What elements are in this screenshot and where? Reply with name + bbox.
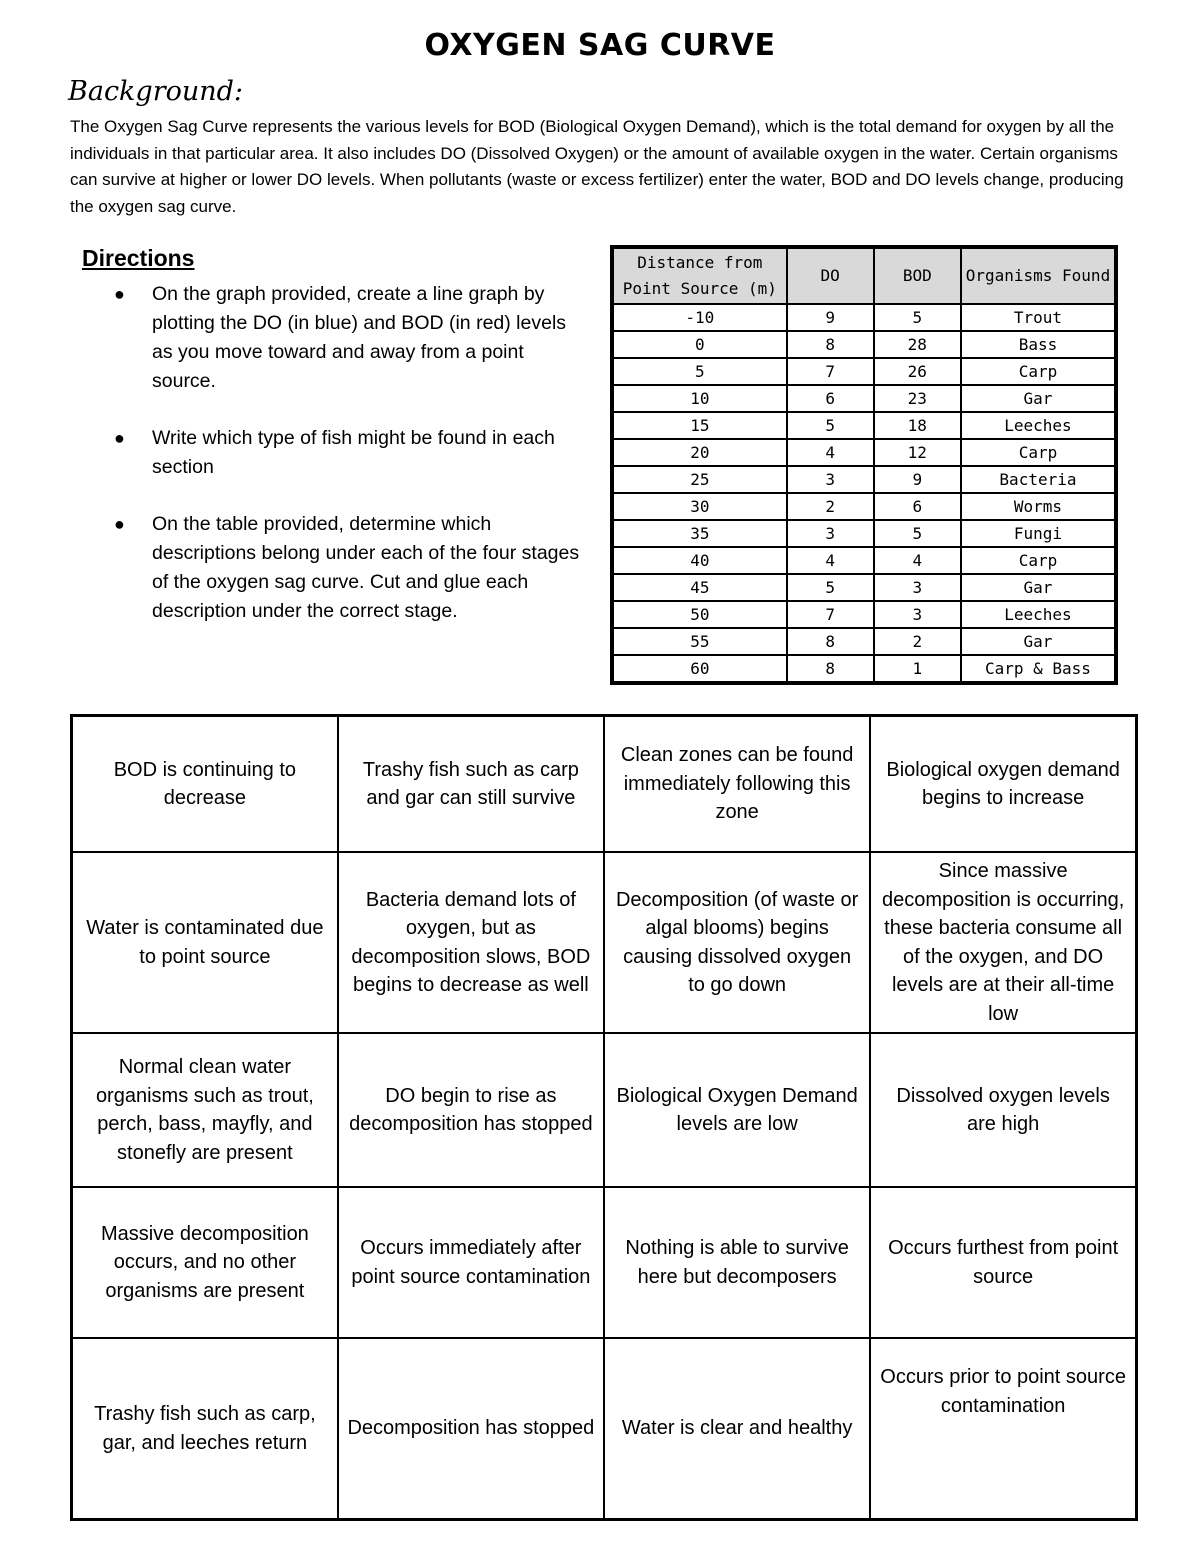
directions-item-text: Write which type of fish might be found in each section [152, 427, 555, 478]
cell-bod: 26 [874, 358, 961, 385]
cell-organisms: Gar [961, 574, 1116, 601]
cell-do: 4 [787, 439, 874, 466]
cell-bod: 23 [874, 385, 961, 412]
table-row [612, 358, 1116, 385]
cell-organisms: Carp [961, 547, 1116, 574]
cell-distance: 10 [612, 385, 787, 412]
header-bod: BOD [874, 247, 961, 304]
table-row [612, 304, 1116, 331]
card-row [72, 1033, 1137, 1187]
description-card[interactable]: Trashy fish such as carp, gar, and leeches return [72, 1338, 338, 1520]
data-table [610, 245, 1118, 685]
bullet-icon: ● [114, 428, 125, 448]
cell-do: 8 [787, 628, 874, 655]
cell-distance: 0 [612, 331, 787, 358]
table-row [612, 466, 1116, 493]
cell-do: 7 [787, 358, 874, 385]
cell-distance: 50 [612, 601, 787, 628]
directions-item-text: On the graph provided, create a line graph by plotting the DO (in blue) and BOD (in red) levels as you move toward and away from a point source. [152, 283, 567, 392]
table-row [612, 412, 1116, 439]
cell-bod: 3 [874, 574, 961, 601]
cell-distance: 30 [612, 493, 787, 520]
cell-distance: -10 [612, 304, 787, 331]
cell-do: 7 [787, 601, 874, 628]
table-row [612, 655, 1116, 683]
directions-heading: Directions [82, 245, 195, 271]
cell-do: 3 [787, 520, 874, 547]
description-card[interactable]: Normal clean water organisms such as trout, perch, bass, mayfly, and stonefly are present [72, 1033, 338, 1187]
description-card[interactable]: Massive decomposition occurs, and no other organisms are present [72, 1187, 338, 1338]
cell-bod: 4 [874, 547, 961, 574]
cell-bod: 18 [874, 412, 961, 439]
cell-bod: 12 [874, 439, 961, 466]
description-card[interactable]: Nothing is able to survive here but decomposers [604, 1187, 870, 1338]
cell-distance: 55 [612, 628, 787, 655]
header-do: DO [787, 247, 874, 304]
card-row [72, 852, 1137, 1033]
cell-organisms: Fungi [961, 520, 1116, 547]
description-card[interactable]: Clean zones can be found immediately following this zone [604, 716, 870, 853]
cell-do: 6 [787, 385, 874, 412]
table-row [612, 493, 1116, 520]
cell-distance: 60 [612, 655, 787, 683]
cell-bod: 1 [874, 655, 961, 683]
directions-item-text: On the table provided, determine which descriptions belong under each of the four stages of the oxygen sag curve. Cut and glue each description under the correct stage. [152, 513, 580, 622]
description-card[interactable]: Bacteria demand lots of oxygen, but as decomposition slows, BOD begins to decrease as well [338, 852, 604, 1033]
description-card[interactable]: Occurs prior to point source contamination [870, 1338, 1136, 1520]
description-card[interactable]: Occurs immediately after point source contamination [338, 1187, 604, 1338]
cell-distance: 20 [612, 439, 787, 466]
cell-organisms: Carp [961, 439, 1116, 466]
bullet-icon: ● [114, 514, 125, 534]
cell-distance: 40 [612, 547, 787, 574]
card-row [72, 1338, 1137, 1520]
description-card[interactable]: DO begin to rise as decomposition has stopped [338, 1033, 604, 1187]
cell-organisms: Bacteria [961, 466, 1116, 493]
page-title: OXYGEN SAG CURVE [424, 28, 776, 63]
cell-bod: 2 [874, 628, 961, 655]
cell-do: 3 [787, 466, 874, 493]
directions-item [110, 280, 590, 396]
table-row [612, 439, 1116, 466]
description-card[interactable]: Biological oxygen demand begins to increase [870, 716, 1136, 853]
description-card[interactable]: Decomposition (of waste or algal blooms) begins causing dissolved oxygen to go down [604, 852, 870, 1033]
table-row [612, 547, 1116, 574]
cell-do: 8 [787, 331, 874, 358]
table-row [612, 574, 1116, 601]
background-text: The Oxygen Sag Curve represents the various levels for BOD (Biological Oxygen Demand), which is the total demand for oxygen by all the individuals in that particular area. It also includes DO (Dissolved Oxygen) or the amount of available oxygen in the water. Certain organisms can survive at higher or lower DO levels. When pollutants (waste or excess fertilizer) enter the water, BOD and DO levels change, producing the oxygen sag curve. [70, 117, 1124, 216]
cell-organisms: Carp [961, 358, 1116, 385]
table-row [612, 385, 1116, 412]
cell-distance: 5 [612, 358, 787, 385]
description-card[interactable]: Decomposition has stopped [338, 1338, 604, 1520]
description-card[interactable]: Water is clear and healthy [604, 1338, 870, 1520]
header-organisms: Organisms Found [961, 247, 1116, 304]
description-card[interactable]: Biological Oxygen Demand levels are low [604, 1033, 870, 1187]
description-card[interactable]: Water is contaminated due to point source [72, 852, 338, 1033]
directions-list [110, 280, 590, 654]
cell-organisms: Carp & Bass [961, 655, 1116, 683]
cell-distance: 35 [612, 520, 787, 547]
cell-bod: 28 [874, 331, 961, 358]
cell-do: 5 [787, 574, 874, 601]
card-row [72, 1187, 1137, 1338]
cell-organisms: Gar [961, 385, 1116, 412]
description-card[interactable]: Since massive decomposition is occurring, these bacteria consume all of the oxygen, and DO levels are at their all-time low [870, 852, 1136, 1033]
description-card[interactable]: Trashy fish such as carp and gar can still survive [338, 716, 604, 853]
cell-organisms: Leeches [961, 601, 1116, 628]
cell-do: 2 [787, 493, 874, 520]
cell-do: 8 [787, 655, 874, 683]
bullet-icon: ● [114, 284, 125, 304]
cell-distance: 45 [612, 574, 787, 601]
cell-bod: 5 [874, 304, 961, 331]
cell-organisms: Worms [961, 493, 1116, 520]
cell-do: 4 [787, 547, 874, 574]
background-heading: Background: [68, 76, 244, 107]
card-row [72, 716, 1137, 853]
table-header-row [612, 247, 1116, 304]
description-cards-grid [70, 714, 1138, 1521]
table-body [612, 304, 1116, 683]
table-row [612, 520, 1116, 547]
cell-bod: 6 [874, 493, 961, 520]
table-row [612, 601, 1116, 628]
cell-organisms: Trout [961, 304, 1116, 331]
cell-bod: 3 [874, 601, 961, 628]
table-row [612, 331, 1116, 358]
cell-do: 9 [787, 304, 874, 331]
directions-item [110, 424, 590, 482]
table-row [612, 628, 1116, 655]
description-card[interactable]: Dissolved oxygen levels are high [870, 1033, 1136, 1187]
description-card[interactable]: BOD is continuing to decrease [72, 716, 338, 853]
cell-organisms: Gar [961, 628, 1116, 655]
cell-do: 5 [787, 412, 874, 439]
cell-bod: 5 [874, 520, 961, 547]
cell-bod: 9 [874, 466, 961, 493]
cell-distance: 15 [612, 412, 787, 439]
header-distance: Distance from Point Source (m) [612, 247, 787, 304]
cell-organisms: Bass [961, 331, 1116, 358]
directions-item [110, 510, 590, 626]
description-card[interactable]: Occurs furthest from point source [870, 1187, 1136, 1338]
cell-organisms: Leeches [961, 412, 1116, 439]
cell-distance: 25 [612, 466, 787, 493]
